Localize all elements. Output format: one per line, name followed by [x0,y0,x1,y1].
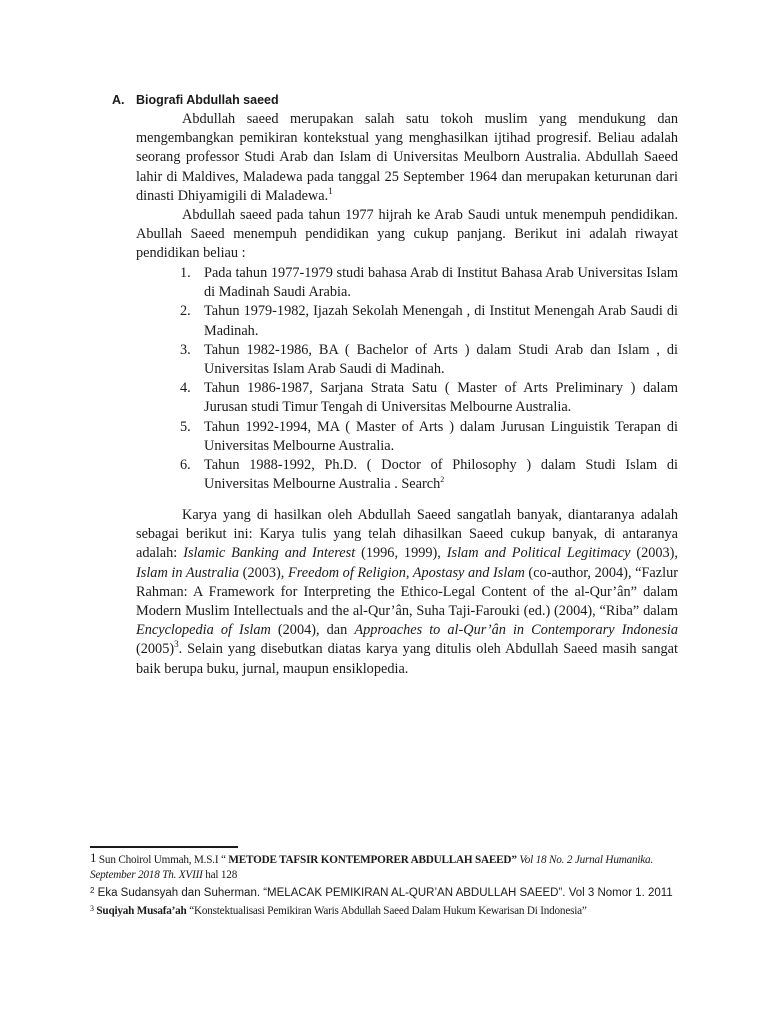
footnote-mark: 3 [90,904,94,913]
works-text: (1996, 1999), [355,545,447,562]
list-item-number: 2. [180,303,191,320]
footnote-text: “Konstektualisasi Pemikiran Waris Abdullah Saeed Dalam Hukum Kewarisan Di Indonesia” [189,905,587,917]
paragraph-biography [136,110,678,206]
section-title: Biografi Abdullah saeed [136,93,279,107]
list-item-number: 4. [180,380,191,397]
paragraph-works [136,506,678,679]
paragraph-education-intro [136,206,678,264]
work-title: Approaches to al-Qur’ân in Contemporary Indonesia [354,622,678,639]
list-item-text: Pada tahun 1977-1979 studi bahasa Arab di Institut Bahasa Arab Universitas Islam di Madinah Saudi Arabia. [204,265,678,301]
works-text: (co-author, 2004), “Fazlur Rahman: A Framework for Interpreting the Ethico-Legal Content of the al-Qur’ân” dalam Modern Muslim Intellectuals and the al-Qur’ân, Suha Taji-Farouki (ed.) (2004), “Riba” dalam [136,564,678,620]
list-item-number: 1. [180,265,191,281]
list-item-number: 3. [180,341,191,358]
works-intro: Karya yang di hasilkan oleh Abdullah Saeed sangatlah banyak, diantaranya adalah sebagai berikut ini: Karya tulis yang telah dihasilkan Saeed cukup banyak, di antaranya adalah: [136,507,678,562]
list-item [180,418,678,456]
list-item [180,379,678,417]
footnote-title: METODE TAFSIR KONTEMPORER ABDULLAH SAEED” [228,854,517,866]
footnote-ref-3: 3 [174,639,179,650]
works-text: (2005) [136,641,175,658]
footnote-author: Suqiyah Musafa’ah [93,905,190,917]
list-item-text: Tahun 1982-1986, BA ( Bachelor of Arts ) dalam Studi Arab dan Islam , di Universitas Islam Arab Saudi di Madinah. [204,341,678,378]
footnote-2 [90,883,680,901]
footnote-ref-2: 2 [440,475,445,485]
list-item [180,264,678,302]
list-item [180,302,678,340]
list-item-number: 6. [180,457,191,474]
footnote-separator [90,846,238,848]
work-title: Freedom of Religion, Apostasy and Islam [287,564,525,581]
footnote-journal: Vol 18 No. 2 Jurnal Humanika. September 2018 Th. XVIII [90,854,654,881]
work-title: Islam in Australia [136,564,240,581]
footnote-author: Sun Choirol Ummah, M.S.I “ [96,854,229,866]
footnote-ref-1: 1 [328,186,333,197]
section-heading [112,93,279,107]
work-title: Islamic Banking and Interest [183,545,356,562]
work-title: Encyclopedia of Islam [136,622,271,639]
works-text: (2003), [239,564,288,581]
footnotes [90,850,680,919]
list-item-text: Tahun 1979-1982, Ijazah Sekolah Menengah , di Institut Menengah Arab Saudi di Madinah. [204,303,678,339]
education-list [180,264,678,494]
list-item-text: Tahun 1992-1994, MA ( Master of Arts ) dalam Jurusan Linguistik Terapan di Universitas Melbourne Australia. [204,418,678,454]
works-text: (2003), [630,545,679,562]
list-item [180,341,678,379]
works-text: (2004), dan [270,622,355,639]
list-item [180,456,678,494]
section-marker: A. [112,93,125,107]
footnote-mark: 1 [90,850,97,865]
list-item-text: Tahun 1986-1987, Sarjana Strata Satu ( Master of Arts Preliminary ) dalam Jurusan studi Timur Tengah di Universitas Melbourne Australia. [204,380,678,416]
footnote-1 [90,850,680,883]
list-item-text: Tahun 1988-1992, Ph.D. ( Doctor of Philosophy ) dalam Studi Islam di Universitas Melbourne Australia . Search [204,457,678,493]
list-item-number: 5. [180,418,191,435]
footnote-text: Eka Sudansyah dan Suherman. “MELACAK PEMIKIRAN AL-QUR’AN ABDULLAH SAEED”. Vol 3 Nomor 1. 2011 [94,887,673,899]
paragraph-education-intro-text: Abdullah saeed pada tahun 1977 hijrah ke Arab Saudi untuk menempuh pendidikan. Abullah Saeed menempuh pendidikan yang cukup panjang. Berikut ini adalah riwayat pendidikan beliau : [136,207,678,262]
footnote-mark: 2 [90,886,95,895]
works-text: . Selain yang disebutkan diatas karya yang ditulis oleh Abdullah Saeed masih sangat baik berupa buku, jurnal, maupun ensiklopedia. [136,641,678,677]
paragraph-biography-text: Abdullah saeed merupakan salah satu tokoh muslim yang mendukung dan mengembangkan pemikiran kontekstual yang menghasilkan ijtihad progresif. Beliau adalah seorang professor Studi Arab dan Islam di Universitas Meulborn Australia. Abdullah Saeed lahir di Maldives, Maladewa pada tanggal 25 September 1964 dan merupakan keturunan dari dinasti Dhiyamigili di Maladewa. [136,111,678,204]
footnote-3 [90,901,680,919]
footnote-page: hal 128 [202,869,238,881]
work-title: Islam and Political Legitimacy [446,545,631,562]
